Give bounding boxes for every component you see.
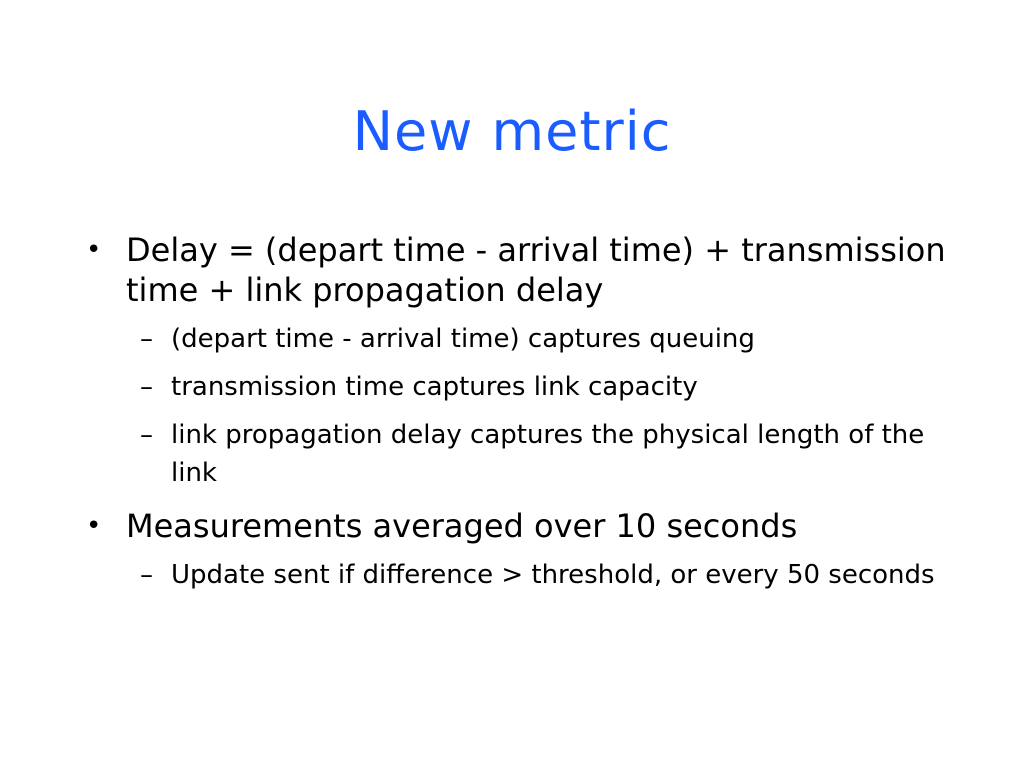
sub-bullet-text: (depart time - arrival time) captures queuing — [171, 324, 755, 354]
bullet-text: Measurements averaged over 10 seconds — [126, 507, 798, 545]
slide-title: New metric — [352, 100, 672, 163]
sub-bullet-text: link propagation delay captures the physical length of the link — [171, 420, 925, 488]
bullet-marker: • — [86, 235, 102, 265]
dash-marker: – — [140, 420, 153, 450]
dash-marker: – — [140, 324, 153, 354]
sub-bullet-text: transmission time captures link capacity — [171, 372, 698, 402]
slide-content — [86, 230, 966, 594]
dash-marker: – — [140, 560, 153, 590]
sub-bullet-item — [86, 416, 966, 492]
sub-bullet-text: Update sent if difference > threshold, or every 50 seconds — [171, 560, 935, 590]
sub-bullet-item — [86, 320, 966, 358]
bullet-item — [86, 230, 966, 310]
dash-marker: – — [140, 372, 153, 402]
bullet-text: Delay = (depart time - arrival time) + transmission time + link propagation delay — [126, 231, 946, 309]
sub-bullet-item — [86, 556, 966, 594]
bullet-marker: • — [86, 511, 102, 541]
sub-bullet-item — [86, 368, 966, 406]
bullet-item — [86, 506, 966, 546]
